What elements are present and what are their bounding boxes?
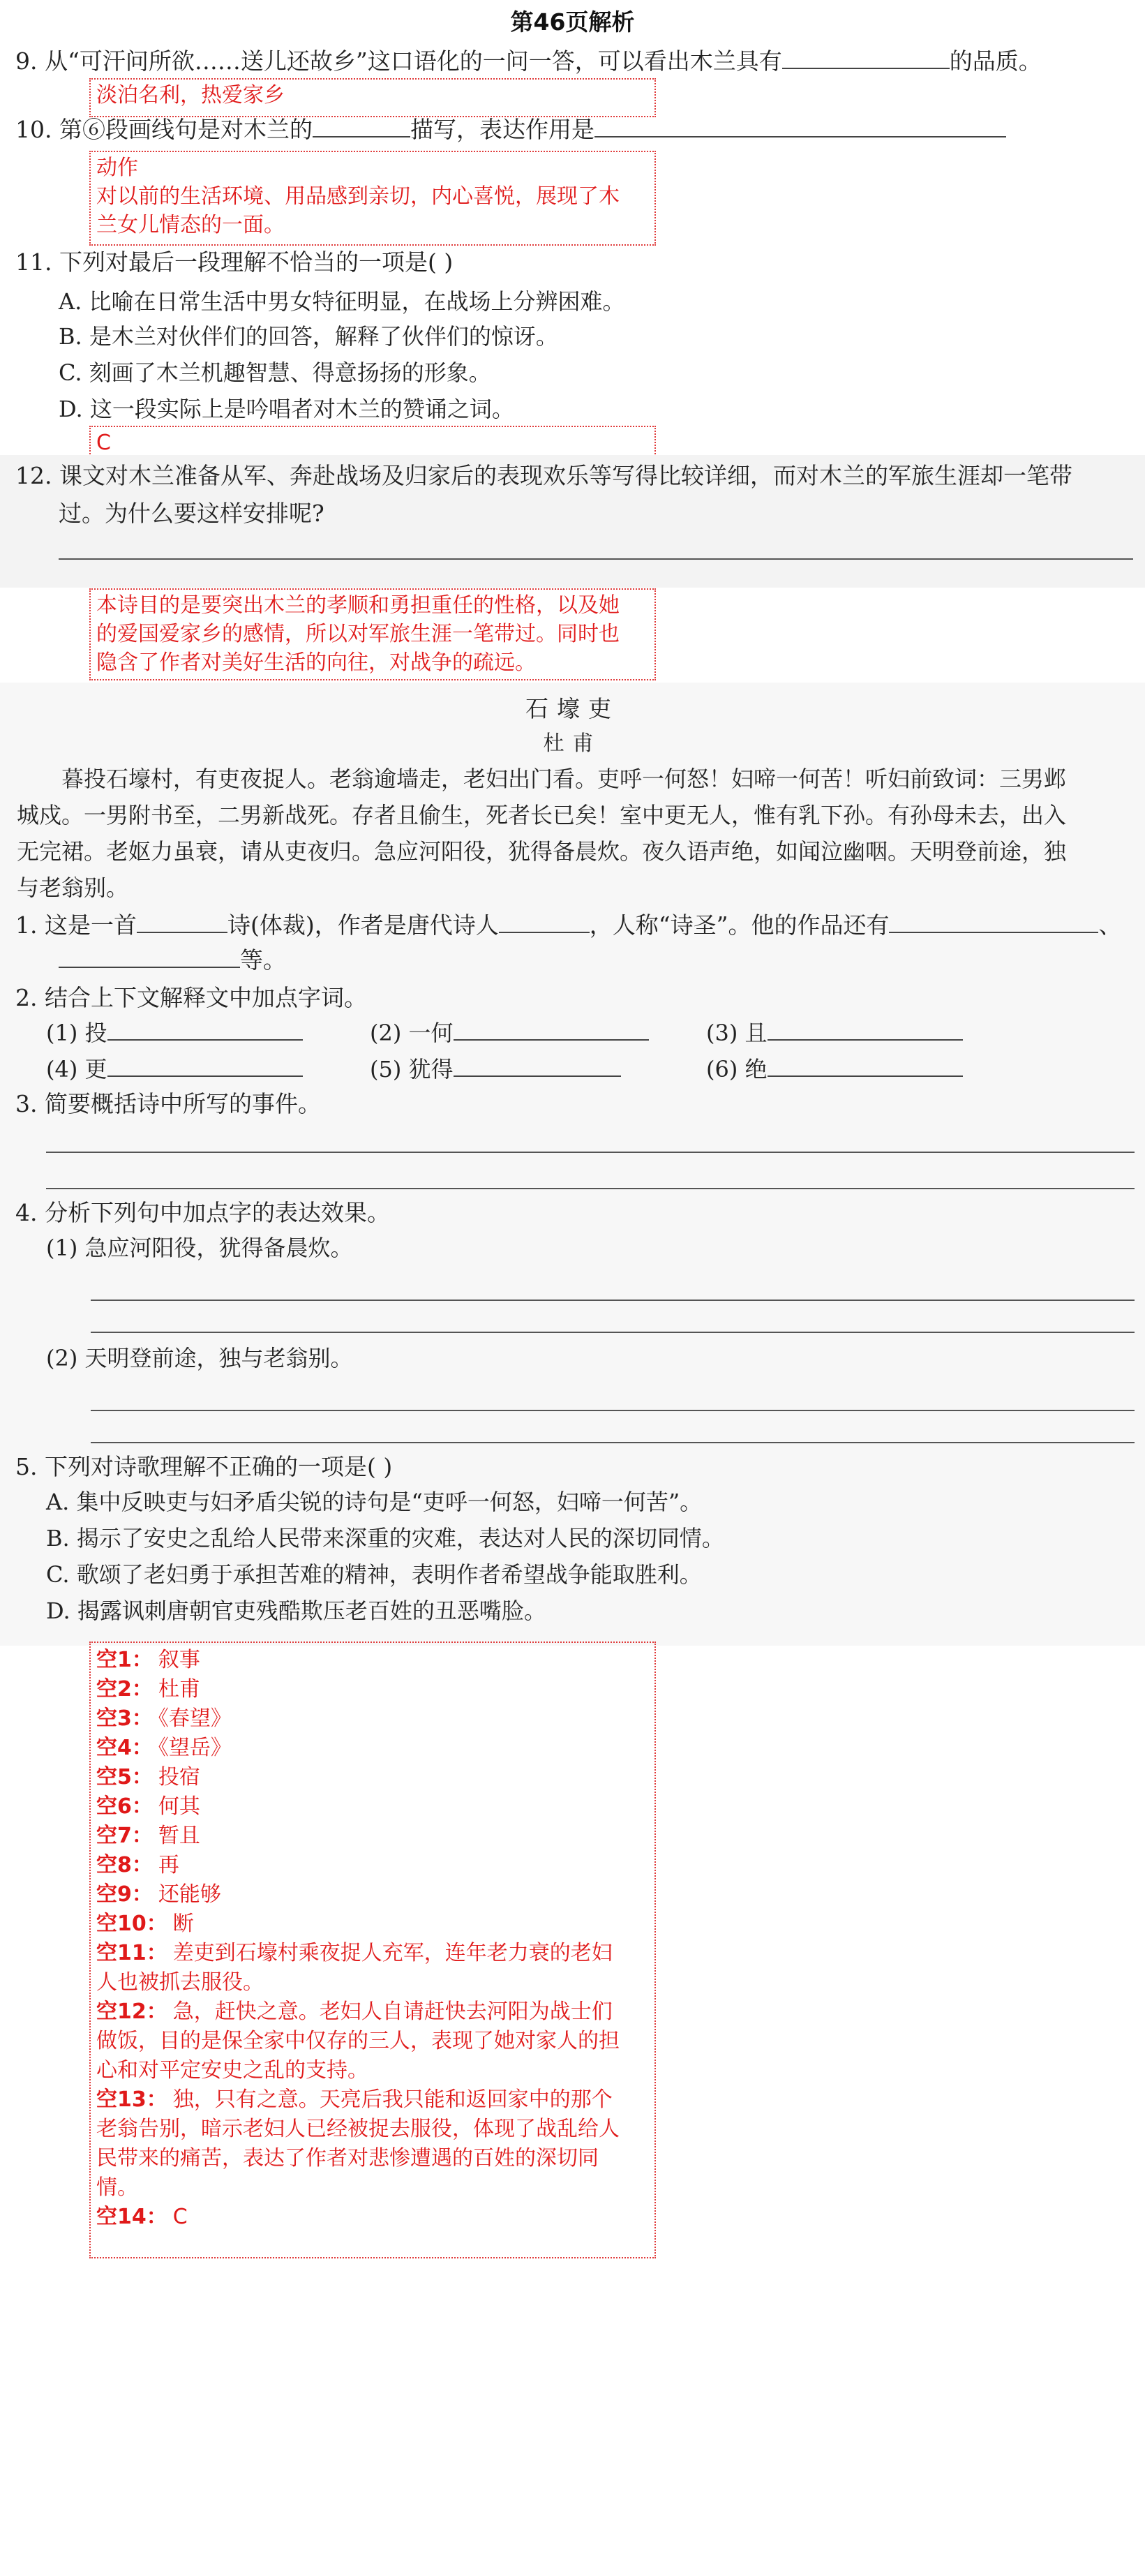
answer-line-blank xyxy=(59,558,1133,560)
question-9-text: 9. 从“可汗问所欲……送儿还故乡”这口语化的一问一答，可以看出木兰具有 xyxy=(15,47,782,75)
blank xyxy=(313,115,410,137)
poem-question-4: 4. 分析下列句中加点字的表达效果。 xyxy=(15,1199,390,1226)
answer-value: 投宿 xyxy=(158,1765,200,1789)
answer-entry xyxy=(96,1880,649,1909)
answer-label: 空2： xyxy=(96,1677,153,1702)
q-text: 、 xyxy=(1098,911,1122,939)
option-c: C. 刻画了木兰机趣智慧、得意扬扬的形象。 xyxy=(59,359,491,386)
poem-author: 杜甫 xyxy=(543,731,602,756)
option-a: A. 集中反映吏与妇矛盾尖锐的诗句是“吏呼一何怒，妇啼一何苦”。 xyxy=(46,1489,703,1515)
blank xyxy=(137,911,227,933)
poem-question-1 xyxy=(15,910,1121,941)
answer-value: 何其 xyxy=(158,1794,200,1819)
poem-question-5: 5. 下列对诗歌理解不正确的一项是( ) xyxy=(15,1453,393,1480)
answer-label: 空8： xyxy=(96,1853,153,1877)
question-10 xyxy=(15,114,1006,145)
option-a: A. 比喻在日常生活中男女特征明显，在战场上分辨困难。 xyxy=(59,288,625,315)
question-12-line2: 过。为什么要这样安排呢? xyxy=(59,500,324,527)
question-12-line1: 12. 课文对木兰准备从军、奔赴战场及归家后的表现欢乐等写得比较详细，而对木兰的军旅生涯却一笔带 xyxy=(15,462,1072,489)
answer-label: 空14： xyxy=(96,2205,167,2229)
answer-label: 空13： xyxy=(96,2087,167,2112)
blank xyxy=(107,1055,303,1077)
answer-entry-continuation: 做饭，目的是保全家中仅存的三人，表现了她对家人的担 xyxy=(96,2029,620,2053)
answer-label: 空3： xyxy=(96,1706,153,1731)
option-d: D. 揭露讽刺唐朝官吏残酷欺压老百姓的丑恶嘴脸。 xyxy=(46,1598,546,1624)
word-label: (6) 绝 xyxy=(706,1056,768,1082)
q-text: 等。 xyxy=(240,946,286,974)
word-label: (1) 投 xyxy=(46,1020,107,1046)
poem-line: 暮投石壕村，有吏夜捉人。老翁逾墙走，老妇出门看。吏呼一何怒！妇啼一何苦！听妇前致词：三男邺 xyxy=(61,766,1067,792)
answer-entry xyxy=(96,1909,649,1939)
question-10-text-mid: 描写，表达作用是 xyxy=(410,116,594,143)
answer-line: 对以前的生活环境、用品感到亲切，内心喜悦，展现了木 xyxy=(96,184,620,209)
answer-value: 《春望》 xyxy=(158,1706,232,1731)
answer-value: 急，赶快之意。老妇人自请赶快去河阳为战士们 xyxy=(172,2000,613,2024)
answer-entry xyxy=(96,1704,649,1734)
answer-line-blank xyxy=(46,1152,1135,1153)
answer-line-blank xyxy=(91,1442,1135,1443)
answer-value: 再 xyxy=(158,1853,179,1877)
answer-label: 空10： xyxy=(96,1912,167,1936)
option-b: B. 是木兰对伙伴们的回答，解释了伙伴们的惊讶。 xyxy=(59,323,558,350)
sentence-2: (2) 天明登前途，独与老翁别。 xyxy=(46,1345,353,1371)
poem-title: 石壕吏 xyxy=(525,695,620,722)
option-c: C. 歌颂了老妇勇于承担苦难的精神，表明作者希望战争能取胜利。 xyxy=(46,1561,702,1588)
answer-entry-continuation: 心和对平定安史之乱的支持。 xyxy=(96,2058,368,2083)
answer-value: 《望岳》 xyxy=(158,1736,232,1760)
poem-question-1-cont xyxy=(59,945,286,976)
answer-entry xyxy=(96,1646,649,1675)
answer-line: 本诗目的是要突出木兰的孝顺和勇担重任的性格，以及她 xyxy=(96,593,620,618)
answer-entry xyxy=(96,1851,649,1880)
option-d: D. 这一段实际上是吟唱者对木兰的赞诵之词。 xyxy=(59,396,514,422)
word-label: (5) 犹得 xyxy=(370,1056,454,1082)
blank xyxy=(889,911,1098,933)
answer-label: 空1： xyxy=(96,1648,153,1672)
blank xyxy=(59,946,240,968)
answer-line: 隐含了作者对美好生活的向往，对战争的疏远。 xyxy=(96,650,536,675)
question-9-text-end: 的品质。 xyxy=(949,47,1042,75)
word-label: (4) 更 xyxy=(46,1056,107,1082)
answer-entry-continuation: 情。 xyxy=(96,2175,138,2200)
answer-text: 淡泊名利，热爱家乡 xyxy=(96,83,285,107)
option-b: B. 揭示了安史之乱给人民带来深重的灾难，表达对人民的深切同情。 xyxy=(46,1525,724,1551)
sentence-1: (1) 急应河阳役，犹得备晨炊。 xyxy=(46,1235,353,1261)
blank xyxy=(107,1018,303,1041)
word-item xyxy=(370,1054,621,1085)
answer-entry xyxy=(96,1763,649,1792)
answer-entry-continuation: 人也被抓去服役。 xyxy=(96,1970,264,1995)
answer-entry xyxy=(96,1939,649,1968)
answer-value: 暂且 xyxy=(158,1824,200,1848)
answer-line-blank xyxy=(46,1188,1135,1189)
answer-line: 的爱国爱家乡的感情，所以对军旅生涯一笔带过。同时也 xyxy=(96,622,620,646)
answer-line: 兰女儿情态的一面。 xyxy=(96,213,285,237)
blank xyxy=(454,1055,621,1077)
q-text: 1. 这是一首 xyxy=(15,911,137,939)
answer-box-q10 xyxy=(89,151,656,246)
answer-value: 独，只有之意。天亮后我只能和返回家中的那个 xyxy=(172,2087,613,2112)
q-text: ，人称“诗圣”。他的作品还有 xyxy=(589,911,890,939)
answer-value: 叙事 xyxy=(158,1648,200,1672)
answer-value: 断 xyxy=(172,1912,194,1936)
word-item xyxy=(370,1018,649,1048)
answer-entry xyxy=(96,1792,649,1822)
blank xyxy=(768,1055,963,1077)
answer-label: 空12： xyxy=(96,2000,167,2024)
poem-line: 无完裙。老妪力虽衰，请从吏夜归。急应河阳役，犹得备晨炊。夜久语声绝，如闻泣幽咽。天明登前途，独 xyxy=(17,838,1067,865)
answer-line-blank xyxy=(91,1300,1135,1301)
answer-entry xyxy=(96,1822,649,1851)
answer-entry-continuation: 老翁告别，暗示老妇人已经被捉去服役，体现了战乱给人 xyxy=(96,2117,620,2141)
answer-label: 空11： xyxy=(96,1941,167,1965)
answer-text: C xyxy=(96,431,111,455)
blank xyxy=(782,47,950,69)
answer-line-blank xyxy=(91,1332,1135,1333)
question-10-text: 10. 第⑥段画线句是对木兰的 xyxy=(15,116,313,143)
word-item xyxy=(706,1018,963,1048)
answer-entry-continuation: 民带来的痛苦，表达了作者对悲惨遭遇的百姓的深切同 xyxy=(96,2146,599,2171)
word-label: (3) 且 xyxy=(706,1020,768,1046)
answer-value: 杜甫 xyxy=(158,1677,200,1702)
blank xyxy=(594,115,1006,137)
answer-label: 空6： xyxy=(96,1794,153,1819)
blank xyxy=(768,1018,963,1041)
answer-line-blank xyxy=(91,1410,1135,1411)
poem-question-3: 3. 简要概括诗中所写的事件。 xyxy=(15,1090,321,1117)
word-item xyxy=(46,1054,303,1085)
answer-label: 空7： xyxy=(96,1824,153,1848)
answer-entry xyxy=(96,2203,649,2232)
answer-entry xyxy=(96,2085,649,2115)
answer-entry xyxy=(96,1734,649,1763)
q-text: 诗(体裁)，作者是唐代诗人 xyxy=(227,911,499,939)
poem-question-2: 2. 结合上下文解释文中加点字词。 xyxy=(15,984,367,1011)
word-item xyxy=(706,1054,963,1085)
poem-line: 与老翁别。 xyxy=(17,874,129,901)
question-11-stem: 11. 下列对最后一段理解不恰当的一项是( ) xyxy=(15,248,454,276)
page-title: 第46页解析 xyxy=(510,8,635,36)
answer-entry xyxy=(96,1997,649,2027)
poem-body xyxy=(17,761,1133,906)
answer-label: 空5： xyxy=(96,1765,153,1789)
answer-box-q11 xyxy=(89,426,656,459)
blank xyxy=(454,1018,649,1041)
answer-line: 动作 xyxy=(96,156,138,180)
answer-label: 空4： xyxy=(96,1736,153,1760)
answer-value: 还能够 xyxy=(158,1882,221,1907)
word-item xyxy=(46,1018,303,1048)
word-label: (2) 一何 xyxy=(370,1020,454,1046)
answer-value: 差吏到石壕村乘夜捉人充军，连年老力衰的老妇 xyxy=(172,1941,613,1965)
answer-entry xyxy=(96,1675,649,1704)
answer-box-q9 xyxy=(89,78,656,117)
answer-label: 空9： xyxy=(96,1882,153,1907)
blank xyxy=(499,911,590,933)
answer-value: C xyxy=(172,2205,188,2229)
question-9 xyxy=(15,46,1042,77)
answer-key-box xyxy=(89,1641,656,2258)
answer-box-q12 xyxy=(89,588,656,680)
poem-line: 城戍。一男附书至，二男新战死。存者且偷生，死者长已矣！室中更无人，惟有乳下孙。有孙母未去，出入 xyxy=(17,802,1067,828)
